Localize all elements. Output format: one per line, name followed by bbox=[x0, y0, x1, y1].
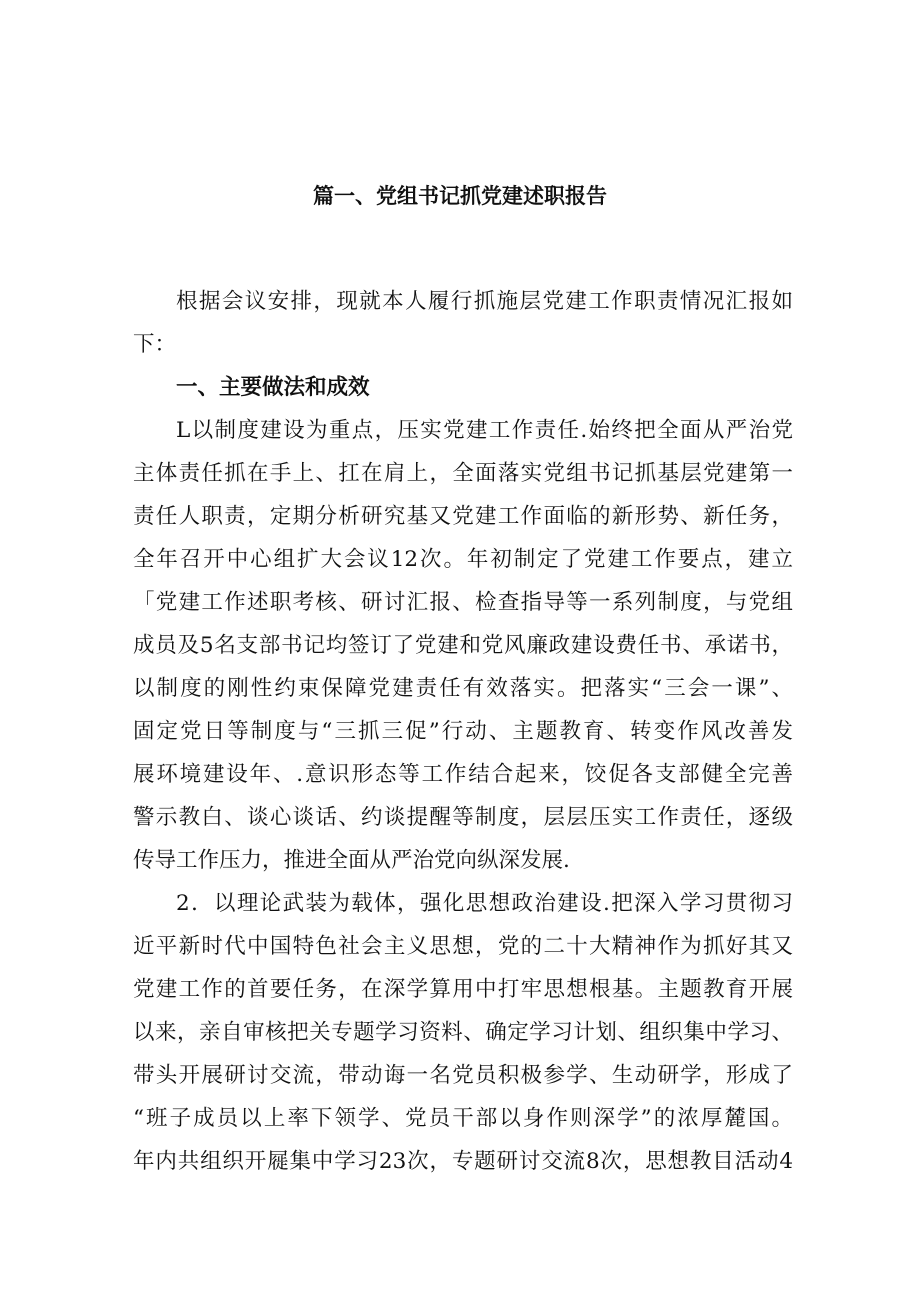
paragraph-line: 以制度的刚性约束保障党建责任有效落实。把落实“三会一课”、 bbox=[133, 676, 793, 701]
paragraph-line: 下： bbox=[133, 332, 177, 357]
section-heading: 一、主要做法和成效 bbox=[176, 375, 370, 400]
paragraph-line: 根据会议安排，现就本人履行抓施层党建工作职责情况汇报如 bbox=[176, 289, 793, 314]
paragraph-line: 党建工作的首要任务，在深学算用中打牢思想根基。主题教育开展 bbox=[133, 977, 793, 1002]
paragraph-line: 全年召开中心组扩大会议12次。年初制定了党建工作要点，建立 bbox=[133, 547, 793, 572]
paragraph-line: “班子成员以上率下领学、党员干部以身作则深学”的浓厚麓国。 bbox=[133, 1106, 793, 1131]
paragraph-line: 传导工作压力，推进全面从严治党向纵深发展. bbox=[133, 848, 570, 873]
paragraph-line: 「党建工作述职考核、研讨汇报、检查指导等一系列制度，与党组 bbox=[133, 590, 793, 615]
paragraph-line: 警示教白、谈心谈话、约谈提醒等制度，层层压实工作责任，逐级 bbox=[133, 805, 793, 830]
paragraph-line: 近平新时代中国特色社会主义思想，党的二十大精神作为抓好其又 bbox=[133, 934, 793, 959]
paragraph-line: 责任人职责，定期分析研究基又党建工作面临的新形势、新任务， bbox=[133, 504, 793, 529]
paragraph-line: 成员及5名支部书记均签订了党建和党风廉政建设费任书、承诺书， bbox=[133, 633, 793, 658]
paragraph-line: 主体责任抓在手上、扛在肩上，全面落实党组书记抓基层党建第一 bbox=[133, 461, 793, 486]
paragraph-line: 2．以理论武装为载体，强化思想政治建设.把深入学习贯彻习 bbox=[176, 891, 793, 916]
document-title: 篇一、党组书记抓党建述职报告 bbox=[313, 184, 607, 208]
paragraph-line: 以来，亲自审核把关专题学习资料、确定学习计划、组织集中学习、 bbox=[133, 1020, 793, 1045]
paragraph-line: 展环境建设年、.意识形态等工作结合起来，饺促各支部健全完善 bbox=[133, 762, 793, 787]
paragraph-line: 带头开展研讨交流，带动诲一名党员积极参学、生动研学，形成了 bbox=[133, 1063, 793, 1088]
paragraph-line: 固定党日等制度与“三抓三促”行动、主题教育、转变作风改善发 bbox=[133, 719, 793, 744]
paragraph-line: L以制度建设为重点，压实党建工作责任.始终把全面从严治党 bbox=[176, 418, 793, 443]
paragraph-line: 年内共组织开屣集中学习23次，专题研讨交流8次，思想教目活动4 bbox=[133, 1149, 793, 1174]
